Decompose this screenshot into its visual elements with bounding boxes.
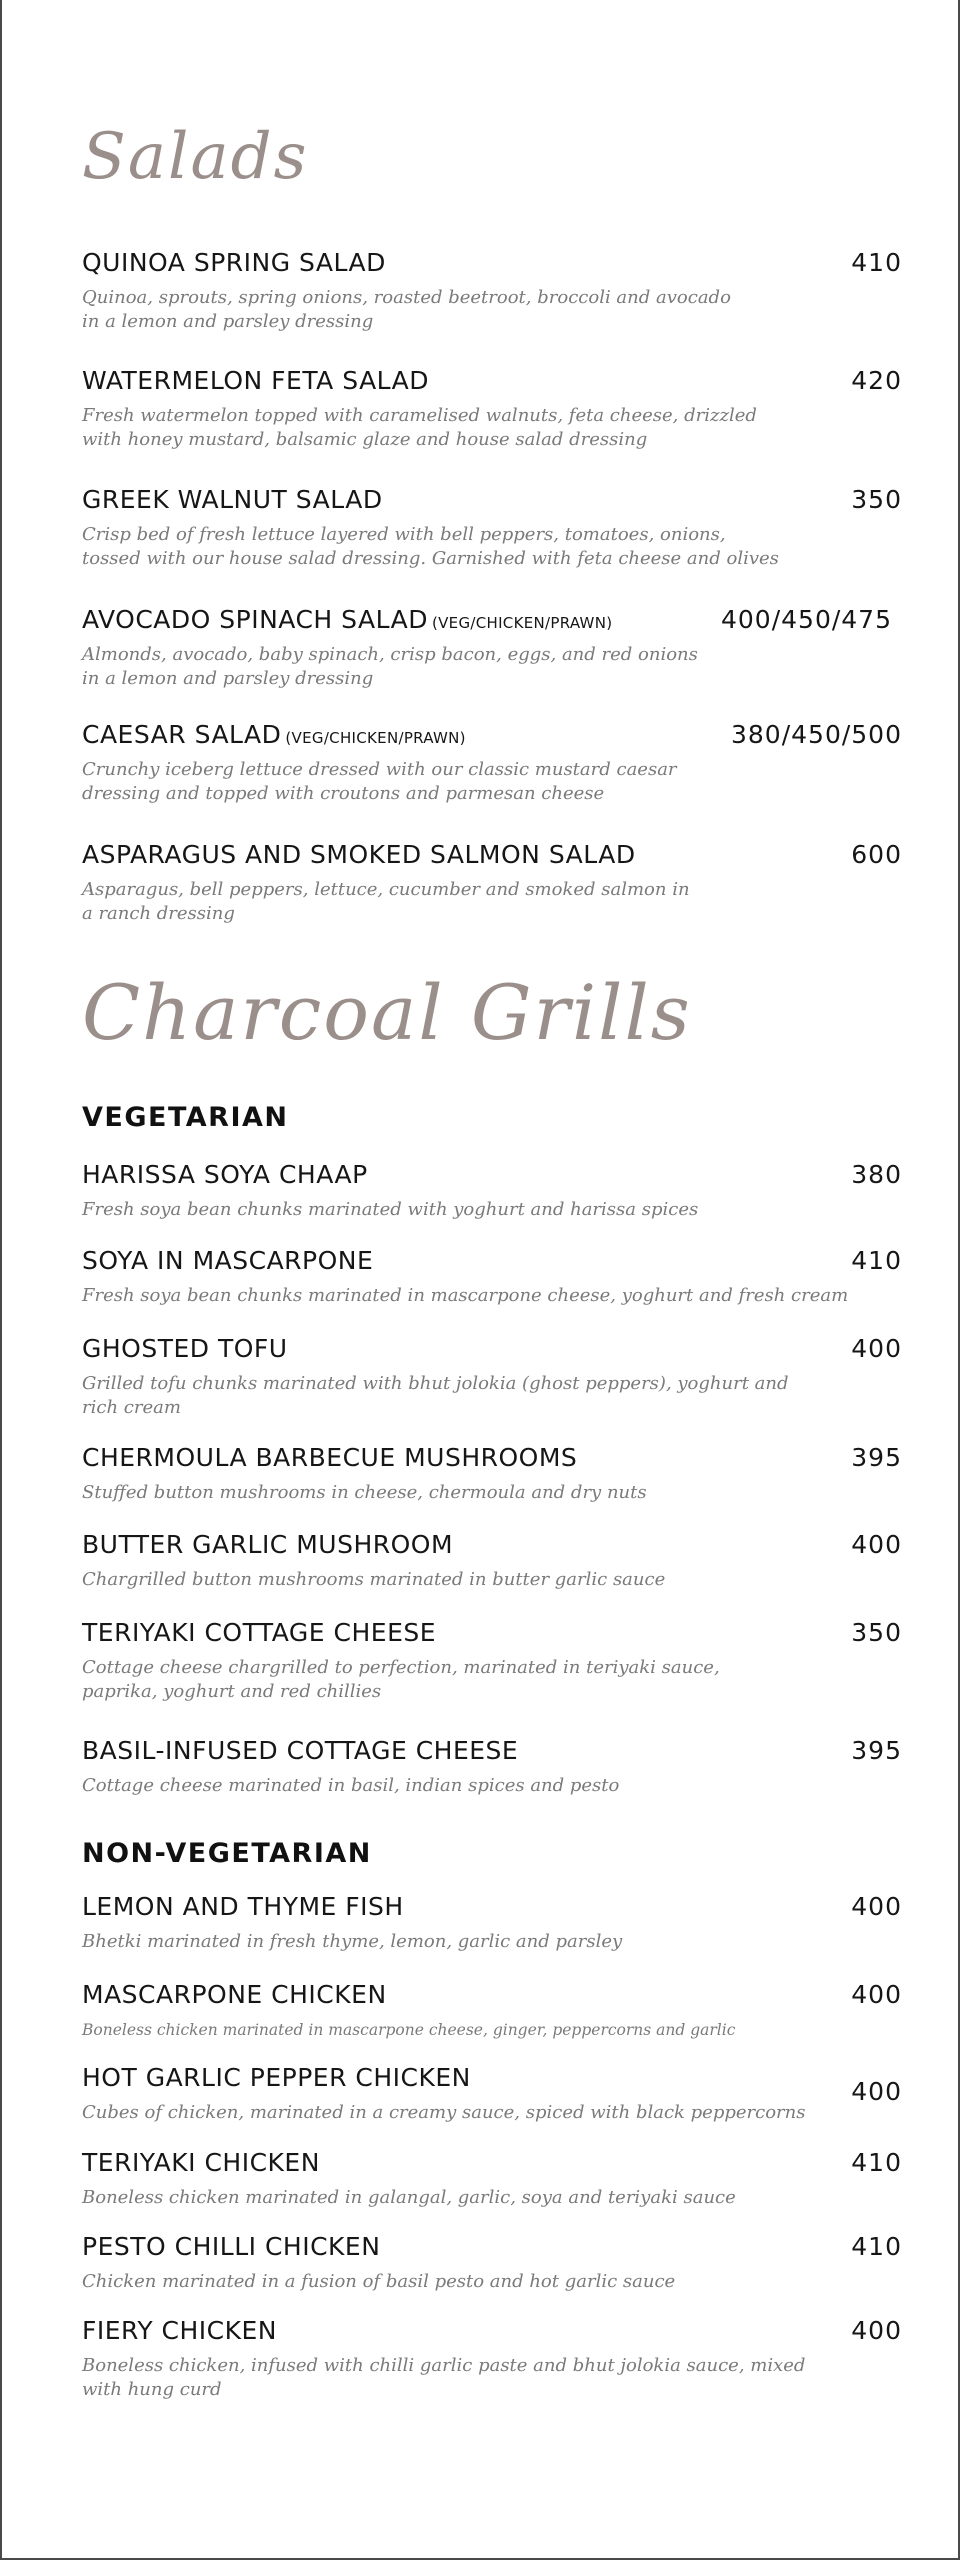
item-price: 400 (851, 1980, 902, 2009)
item-name: PESTO CHILLI CHICKEN (82, 2232, 381, 2261)
menu-item (82, 1736, 902, 1798)
menu-item (82, 2232, 902, 2294)
item-price: 400 (851, 2077, 902, 2106)
menu-item (82, 2063, 902, 2125)
item-price: 350 (851, 485, 902, 514)
item-description-line2: with honey mustard, balsamic glaze and house salad dressing (82, 429, 648, 450)
item-price: 400 (851, 1892, 902, 1921)
menu-item (82, 2148, 902, 2210)
item-description: Asparagus, bell peppers, lettuce, cucumber and smoked salmon in (82, 879, 690, 900)
item-description: Crunchy iceberg lettuce dressed with our classic mustard caesar (82, 759, 677, 780)
item-price: 395 (851, 1736, 902, 1765)
item-price: 410 (851, 248, 902, 277)
menu-item (82, 366, 902, 452)
menu-item (82, 2316, 902, 2402)
item-name: QUINOA SPRING SALAD (82, 248, 386, 277)
menu-item (82, 248, 902, 334)
salads-section-title: Salads (82, 120, 309, 194)
item-name: WATERMELON FETA SALAD (82, 366, 430, 395)
item-price: 410 (851, 2148, 902, 2177)
item-name (82, 720, 466, 749)
item-name (82, 605, 612, 634)
item-name: BASIL-INFUSED COTTAGE CHEESE (82, 1736, 519, 1765)
item-name: BUTTER GARLIC MUSHROOM (82, 1530, 454, 1559)
item-description-line2: paprika, yoghurt and red chillies (82, 1681, 382, 1702)
item-description: Almonds, avocado, baby spinach, crisp bacon, eggs, and red onions (82, 644, 698, 665)
item-name: FIERY CHICKEN (82, 2316, 278, 2345)
menu-item (82, 840, 902, 926)
item-description: Boneless chicken marinated in galangal, garlic, soya and teriyaki sauce (82, 2187, 736, 2208)
item-description: Grilled tofu chunks marinated with bhut jolokia (ghost peppers), yoghurt and (82, 1373, 789, 1394)
item-description: Cubes of chicken, marinated in a creamy sauce, spiced with black peppercorns (82, 2102, 806, 2123)
item-price: 400 (851, 2316, 902, 2345)
item-description: Stuffed button mushrooms in cheese, chermoula and dry nuts (82, 1482, 647, 1503)
item-description-line2: dressing and topped with croutons and parmesan cheese (82, 783, 605, 804)
item-price: 600 (851, 840, 902, 869)
item-description: Bhetki marinated in fresh thyme, lemon, garlic and parsley (82, 1931, 623, 1952)
item-description: Boneless chicken marinated in mascarpone cheese, ginger, peppercorns and garlic (82, 2021, 736, 2039)
item-name: MASCARPONE CHICKEN (82, 1980, 387, 2009)
item-description-line2: in a lemon and parsley dressing (82, 311, 374, 332)
menu-item (82, 720, 902, 806)
item-price: 380 (851, 1160, 902, 1189)
item-name: GREEK WALNUT SALAD (82, 485, 383, 514)
item-description-line2: with hung curd (82, 2379, 222, 2400)
item-variant-note: (VEG/CHICKEN/PRAWN) (285, 729, 466, 747)
item-name: ASPARAGUS AND SMOKED SALMON SALAD (82, 840, 636, 869)
menu-item (82, 1980, 902, 2042)
item-price: 420 (851, 366, 902, 395)
item-name: SOYA IN MASCARPONE (82, 1246, 374, 1275)
item-description: Cottage cheese marinated in basil, indian spices and pesto (82, 1775, 620, 1796)
item-description-line2: in a lemon and parsley dressing (82, 668, 374, 689)
item-description: Boneless chicken, infused with chilli garlic paste and bhut jolokia sauce, mixed (82, 2355, 806, 2376)
item-price: 410 (851, 2232, 902, 2261)
item-description: Fresh soya bean chunks marinated in mascarpone cheese, yoghurt and fresh cream (82, 1285, 849, 1306)
item-description: Fresh watermelon topped with caramelised walnuts, feta cheese, drizzled (82, 405, 757, 426)
menu-item (82, 1334, 902, 1420)
menu-item (82, 605, 902, 691)
item-description: Crisp bed of fresh lettuce layered with bell peppers, tomatoes, onions, (82, 524, 726, 545)
item-name: TERIYAKI CHICKEN (82, 2148, 320, 2177)
item-description: Quinoa, sprouts, spring onions, roasted beetroot, broccoli and avocado (82, 287, 731, 308)
menu-item (82, 1892, 902, 1954)
item-name: LEMON AND THYME FISH (82, 1892, 404, 1921)
menu-item (82, 1530, 902, 1592)
item-name: HOT GARLIC PEPPER CHICKEN (82, 2063, 471, 2092)
menu-item (82, 485, 902, 571)
item-price: 410 (851, 1246, 902, 1275)
item-variant-note: (VEG/CHICKEN/PRAWN) (431, 614, 613, 632)
item-description-line2: tossed with our house salad dressing. Garnished with feta cheese and olives (82, 548, 779, 569)
item-name: TERIYAKI COTTAGE CHEESE (82, 1618, 437, 1647)
item-description-line2: rich cream (82, 1397, 181, 1418)
menu-item (82, 1246, 902, 1308)
item-description: Chicken marinated in a fusion of basil pesto and hot garlic sauce (82, 2271, 676, 2292)
item-price: 380/450/500 (731, 720, 902, 749)
menu-item (82, 1618, 902, 1704)
vegetarian-heading: VEGETARIAN (82, 1102, 289, 1133)
item-name: GHOSTED TOFU (82, 1334, 288, 1363)
item-price: 400 (851, 1530, 902, 1559)
item-price: 400/450/475 (721, 605, 892, 634)
item-price: 350 (851, 1618, 902, 1647)
menu-item (82, 1443, 902, 1505)
item-description: Fresh soya bean chunks marinated with yoghurt and harissa spices (82, 1199, 699, 1220)
menu-item (82, 1160, 902, 1222)
non-vegetarian-heading: NON-VEGETARIAN (82, 1838, 372, 1869)
grills-section-title: Charcoal Grills (82, 968, 692, 1057)
item-price: 400 (851, 1334, 902, 1363)
item-name: CHERMOULA BARBECUE MUSHROOMS (82, 1443, 578, 1472)
item-name-text: CAESAR SALAD (82, 720, 282, 749)
item-name-text: AVOCADO SPINACH SALAD (82, 605, 428, 634)
item-description-line2: a ranch dressing (82, 903, 235, 924)
item-description: Chargrilled button mushrooms marinated in butter garlic sauce (82, 1569, 666, 1590)
item-name: HARISSA SOYA CHAAP (82, 1160, 368, 1189)
item-description: Cottage cheese chargrilled to perfection, marinated in teriyaki sauce, (82, 1657, 720, 1678)
item-price: 395 (851, 1443, 902, 1472)
